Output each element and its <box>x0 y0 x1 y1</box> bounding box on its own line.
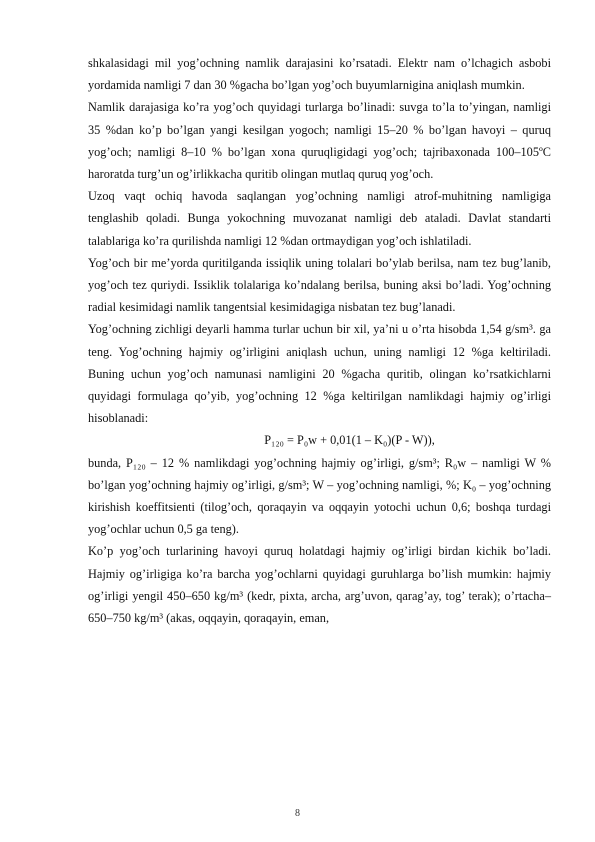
paragraph-humidity-meter: shkalasidagi mil yog’ochning namlik darajasini ko’rsatadi. Elektr nam o’lchagich asbobi yordamida namligi 7 dan 30 %gacha bo’lgan yog’och buyumlarnigina aniqlash mumkin. <box>88 56 551 93</box>
document-page <box>88 52 551 629</box>
paragraph-equilibrium-moisture: Uzoq vaqt ochiq havoda saqlangan yog’ochning namligi atrof-muhitning namligiga tenglashib qoladi. Bunga yokochning muvozanat namligi deb ataladi. Davlat standarti talablariga ko’ra qurilishda namligi 12 %dan ortmaydigan yog’och ishlatiladi. <box>88 189 551 248</box>
page-number: 8 <box>295 808 300 819</box>
paragraph-wood-groups: Ko’p yog’och turlarining havoyi quruq holatdagi hajmiy og’irligi birdan kichik bo’ladi. Hajmiy og’irligiga ko’ra barcha yog’ochlarni quyidagi guruhlarga bo’lish mumkin: hajmiy og’irligi yengil 450–650 kg/m³ (kedr, pixta, archa, arg’uvon, qarag’ay, tog’ terak); o’rtacha– 650–750 kg/m³ (akas, oqqayin, qoraqayin, eman, <box>88 544 551 626</box>
paragraph-drying: Yog’och bir me’yorda quritilganda issiqlik uning tolalari bo’ylab berilsa, nam tez bug’lanib, yog’och tez quriydi. Issiklik tolalariga ko’ndalang berilsa, buning aksi bo’ladi. Yog’ochning radial kesimidagi namlik tangentsial kesimidagiga nisbatan tez bug’lanadi. <box>88 255 551 315</box>
paragraph-formula-legend: bunda, P₁₂₀ – 12 % namlikdagi yog’ochning hajmiy og’irligi, g/sm³; R₀w – namligi W % bo’lgan yog’ochning hajmiy og’irligi, g/sm³; W – yog’ochning namligi, %; K₀ – yog’ochning kirishish koeffitsienti (tilog’och, qoraqayin va oqqayin yotochi uchun 0,6; boshqa turdagi yog’ochlar uchun 0,5 ga teng). <box>88 455 551 537</box>
density-formula: P₁₂₀ = P₀w + 0,01(1 – K₀)(P - W)), <box>264 433 435 448</box>
paragraph-density: Yog’ochning zichligi deyarli hamma turlar uchun bir xil, ya’ni u o’rta hisobda 1,54 g/sm³. ga teng. Yog’ochning hajmiy og’irligini aniqlash uchun, uning namligi 12 %ga keltiriladi. Buning uchun yog’och namunasi namligini 20 %gacha quritib, olingan ko’rsatkichlarni quyidagi formulaga qo’yib, yog’ochning 12 %ga keltirilgan namlikdagi hajmiy og’irligi hisoblanadi: <box>88 322 551 426</box>
paragraph-moisture-types: Namlik darajasiga ko’ra yog’och quyidagi turlarga bo’linadi: suvga to’la to’yingan, namligi 35 %dan ko’p bo’lgan yangi kesilgan yogoch; namligi 15–20 % bo’lgan havoyi – quruq yog’och; namligi 8–10 % bo’lgan xona quruqligidagi yog’och; tajribaxonada 100–105ºC haroratda turg’un og’irlikkacha quritib olingan mutlaq quruq yog’och. <box>88 100 551 182</box>
